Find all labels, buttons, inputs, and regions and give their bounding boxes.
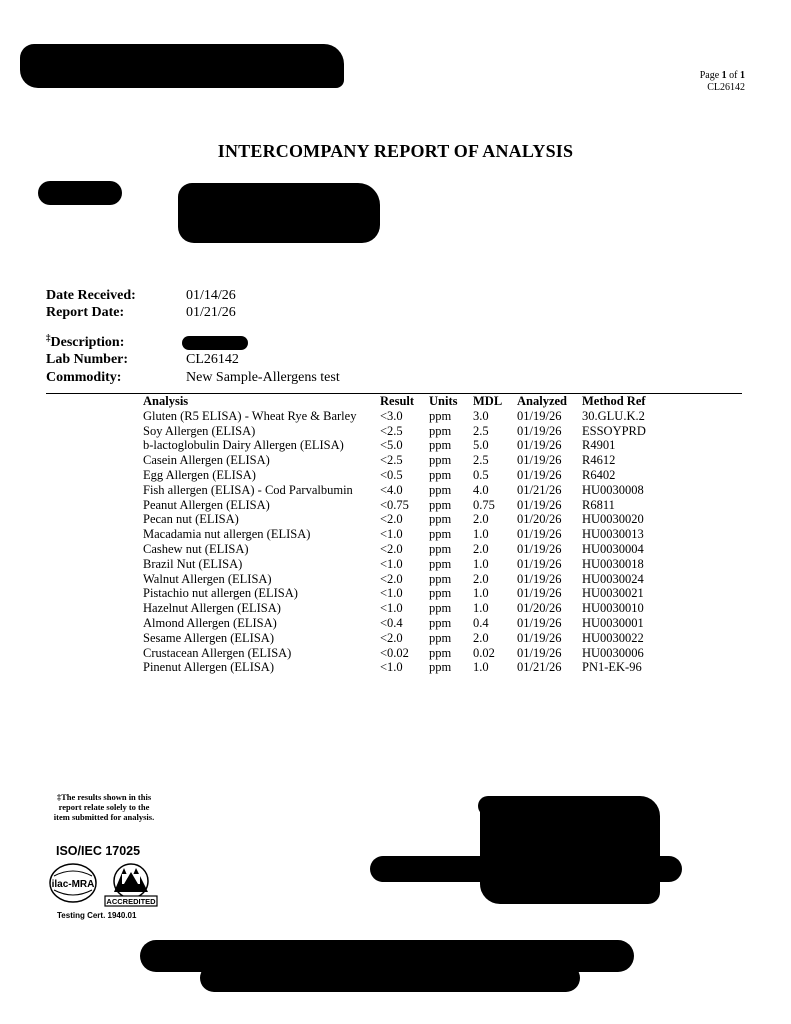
cell-mdl: 1.0	[473, 527, 489, 542]
cell-analyzed: 01/20/26	[517, 601, 562, 616]
table-row	[140, 557, 702, 572]
cell-result: <2.0	[380, 630, 403, 645]
cell-units: ppm	[429, 482, 452, 497]
footnote-line: ‡The results shown in this	[56, 792, 152, 802]
cell-analyzed: 01/19/26	[517, 527, 562, 542]
cell-result: <0.02	[380, 645, 409, 660]
cell-analysis: b-lactoglobulin Dairy Allergen (ELISA)	[143, 438, 344, 453]
cell-method: R4901	[582, 438, 616, 453]
table-row	[140, 468, 702, 483]
cell-result: <4.0	[380, 482, 403, 497]
cell-analyzed: 01/19/26	[517, 453, 562, 468]
cell-analysis: Macadamia nut allergen (ELISA)	[143, 527, 311, 542]
table-row	[140, 572, 702, 587]
cell-analysis: Pecan nut (ELISA)	[143, 512, 239, 527]
cell-method: R6402	[582, 467, 616, 482]
cell-units: ppm	[429, 512, 452, 527]
cell-analysis: Casein Allergen (ELISA)	[143, 453, 270, 468]
iso-standard: ISO/IEC 17025	[56, 844, 141, 858]
cell-analysis: Fish allergen (ELISA) - Cod Parvalbumin	[143, 482, 353, 497]
cell-result: <2.0	[380, 571, 403, 586]
cell-method: HU0030013	[582, 527, 644, 542]
cell-analyzed: 01/19/26	[517, 408, 562, 423]
cell-mdl: 0.5	[473, 467, 489, 482]
a2la-text: ACCREDITED	[106, 897, 156, 906]
cell-result: <3.0	[380, 408, 403, 423]
results-body	[140, 409, 702, 675]
cell-method: HU0030010	[582, 601, 644, 616]
table-row	[140, 601, 702, 616]
cell-analysis: Soy Allergen (ELISA)	[143, 423, 256, 438]
cell-analysis: Crustacean Allergen (ELISA)	[143, 645, 292, 660]
header-analyzed: Analyzed	[517, 394, 567, 408]
cell-mdl: 2.0	[473, 571, 489, 586]
page-info	[700, 70, 745, 94]
header-mdl: MDL	[473, 394, 503, 408]
cell-method: PN1-EK-96	[582, 660, 642, 675]
cell-analysis: Walnut Allergen (ELISA)	[143, 571, 272, 586]
table-row	[140, 453, 702, 468]
cell-result: <1.0	[380, 601, 403, 616]
table-row	[140, 586, 702, 601]
cell-method: HU0030018	[582, 556, 644, 571]
redacted-description	[182, 336, 248, 350]
cell-analysis: Cashew nut (ELISA)	[143, 541, 249, 556]
cell-result: <2.5	[380, 453, 403, 468]
cell-method: R6811	[582, 497, 615, 512]
cell-mdl: 0.75	[473, 497, 495, 512]
table-row	[140, 616, 702, 631]
redacted-client-name	[178, 183, 380, 243]
cell-units: ppm	[429, 527, 452, 542]
cell-units: ppm	[429, 645, 452, 660]
cell-units: ppm	[429, 601, 452, 616]
cell-result: <1.0	[380, 660, 403, 675]
header-result: Result	[380, 394, 415, 408]
header-units: Units	[429, 394, 458, 408]
cell-mdl: 2.0	[473, 541, 489, 556]
report-date-label: Report Date:	[46, 305, 125, 320]
cell-analysis: Peanut Allergen (ELISA)	[143, 497, 270, 512]
footnote-line: report relate solely to the	[58, 802, 150, 812]
redacted-company-logo	[20, 44, 344, 88]
cell-analysis: Pistachio nut allergen (ELISA)	[143, 586, 298, 601]
cell-method: HU0030006	[582, 645, 644, 660]
cell-analysis: Egg Allergen (ELISA)	[143, 467, 256, 482]
cell-analyzed: 01/19/26	[517, 497, 562, 512]
cell-analysis: Hazelnut Allergen (ELISA)	[143, 601, 281, 616]
cell-method: HU0030022	[582, 630, 644, 645]
cell-mdl: 1.0	[473, 586, 489, 601]
ilac-text: ilac-MRA	[51, 879, 95, 890]
cell-method: ESSOYPRD	[582, 423, 646, 438]
lab-number-label: Lab Number:	[46, 352, 129, 367]
cell-units: ppm	[429, 408, 452, 423]
cell-analyzed: 01/19/26	[517, 556, 562, 571]
cell-units: ppm	[429, 556, 452, 571]
page-number: Page 1 of 1	[699, 70, 745, 81]
cell-analyzed: 01/19/26	[517, 615, 562, 630]
cell-mdl: 1.0	[473, 660, 489, 675]
redacted-footer-address-2	[200, 964, 580, 992]
description-label: ‡Description:	[46, 332, 125, 350]
cell-mdl: 4.0	[473, 482, 489, 497]
cell-analyzed: 01/21/26	[517, 482, 562, 497]
cell-analysis: Brazil Nut (ELISA)	[143, 556, 243, 571]
header-method: Method Ref	[582, 394, 646, 408]
footnote	[46, 792, 162, 822]
cell-units: ppm	[429, 453, 452, 468]
table-row	[140, 646, 702, 661]
results-table	[140, 394, 702, 675]
cell-method: R4612	[582, 453, 616, 468]
redacted-signature-block	[480, 796, 660, 904]
cell-units: ppm	[429, 423, 452, 438]
cell-result: <5.0	[380, 438, 403, 453]
cell-analyzed: 01/20/26	[517, 512, 562, 527]
cell-analyzed: 01/19/26	[517, 541, 562, 556]
cell-result: <2.0	[380, 512, 403, 527]
cell-mdl: 2.5	[473, 423, 489, 438]
commodity-label: Commodity:	[46, 370, 122, 385]
cell-units: ppm	[429, 586, 452, 601]
cell-method: HU0030001	[582, 615, 644, 630]
cell-method: 30.GLU.K.2	[582, 408, 645, 423]
cell-method: HU0030004	[582, 541, 644, 556]
cell-result: <1.0	[380, 527, 403, 542]
cell-analyzed: 01/19/26	[517, 645, 562, 660]
cell-units: ppm	[429, 571, 452, 586]
testing-cert: Testing Cert. 1940.01	[57, 911, 137, 920]
cell-units: ppm	[429, 467, 452, 482]
cell-analysis: Sesame Allergen (ELISA)	[143, 630, 274, 645]
cell-mdl: 1.0	[473, 601, 489, 616]
cell-result: <1.0	[380, 556, 403, 571]
redacted-signature-bar	[370, 856, 682, 882]
cell-units: ppm	[429, 438, 452, 453]
table-row	[140, 512, 702, 527]
cell-units: ppm	[429, 630, 452, 645]
cell-analysis: Almond Allergen (ELISA)	[143, 615, 277, 630]
cell-result: <0.75	[380, 497, 409, 512]
cell-units: ppm	[429, 615, 452, 630]
cell-mdl: 2.5	[473, 453, 489, 468]
cell-units: ppm	[429, 660, 452, 675]
table-row	[140, 631, 702, 646]
table-row	[140, 542, 702, 557]
table-row	[140, 483, 702, 498]
cell-mdl: 0.4	[473, 615, 489, 630]
table-row	[140, 660, 702, 675]
commodity-value: New Sample-Allergens test	[186, 370, 340, 385]
cell-units: ppm	[429, 541, 452, 556]
redacted-client-label	[38, 181, 122, 205]
cell-result: <0.4	[380, 615, 403, 630]
cell-mdl: 5.0	[473, 438, 489, 453]
footnote-line: item submitted for analysis.	[53, 812, 155, 822]
report-title: INTERCOMPANY REPORT OF ANALYSIS	[217, 141, 574, 161]
cell-method: HU0030020	[582, 512, 644, 527]
cell-result: <2.5	[380, 423, 403, 438]
cell-method: HU0030008	[582, 482, 644, 497]
cell-units: ppm	[429, 497, 452, 512]
date-received-value: 01/14/26	[186, 288, 236, 303]
cell-result: <1.0	[380, 586, 403, 601]
cell-analyzed: 01/19/26	[517, 571, 562, 586]
cell-analyzed: 01/19/26	[517, 630, 562, 645]
cell-analysis: Gluten (R5 ELISA) - Wheat Rye & Barley	[143, 408, 357, 423]
cell-analyzed: 01/21/26	[517, 660, 562, 675]
cell-method: HU0030021	[582, 586, 644, 601]
cell-analyzed: 01/19/26	[517, 423, 562, 438]
table-header-row	[140, 394, 702, 409]
cell-analyzed: 01/19/26	[517, 438, 562, 453]
table-row	[140, 424, 702, 439]
date-received-label: Date Received:	[46, 288, 136, 303]
cell-analysis: Pinenut Allergen (ELISA)	[143, 660, 274, 675]
cell-analyzed: 01/19/26	[517, 467, 562, 482]
table-row	[140, 527, 702, 542]
table-row	[140, 438, 702, 453]
cell-result: <0.5	[380, 467, 403, 482]
lab-number-value: CL26142	[186, 352, 239, 367]
table-row	[140, 409, 702, 424]
cell-method: HU0030024	[582, 571, 644, 586]
cell-analyzed: 01/19/26	[517, 586, 562, 601]
header-analysis: Analysis	[143, 394, 189, 408]
table-row	[140, 498, 702, 513]
a2la-accredited-logo	[100, 862, 162, 908]
report-date-value: 01/21/26	[186, 305, 236, 320]
report-id: CL26142	[707, 82, 745, 93]
ilac-mra-logo	[48, 862, 98, 904]
cell-mdl: 0.02	[473, 645, 495, 660]
cell-mdl: 2.0	[473, 512, 489, 527]
cell-mdl: 2.0	[473, 630, 489, 645]
cell-mdl: 3.0	[473, 408, 489, 423]
cell-mdl: 1.0	[473, 556, 489, 571]
cell-result: <2.0	[380, 541, 403, 556]
